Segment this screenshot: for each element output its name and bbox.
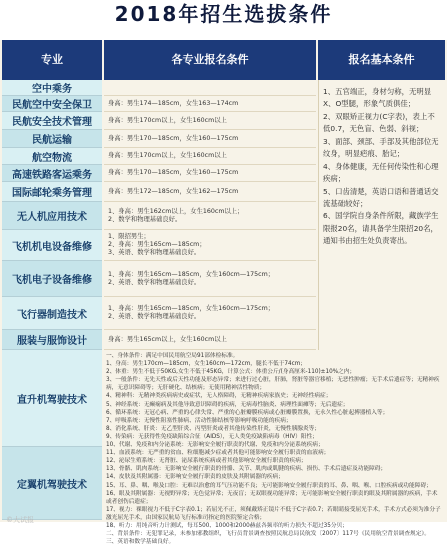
basic-condition-item: 5、口齿清楚，英语口语和普通话交流基础较好； bbox=[323, 186, 439, 208]
table-row bbox=[2, 130, 316, 148]
major-name: 飞机电子设备维修 bbox=[2, 261, 102, 297]
major-conditions bbox=[104, 297, 316, 330]
table-row bbox=[2, 182, 316, 202]
condition-line: 1、身高：男生162cm以上，女生160cm以上； bbox=[108, 207, 244, 215]
flight-condition-item: 13、骨骼、肌肉系统：无影响安全履行职责的骨骼、关节、肌肉或肌腱的疾病、损伤、手术后遗症及功能障碍； bbox=[106, 466, 387, 473]
flight-condition-item: 3、一般条件：无先天性或后天性功能及形态异常；来进行过心脏，肝肺，肾脏等器官移植；无恶性肿瘤；无手术后遗症等；无精神疾病，无意识障碍等；无肝硬化、结核病；无使用精神活性物质； bbox=[106, 377, 440, 392]
condition-line: 2、身高：男生165cm—185cm； bbox=[108, 241, 206, 249]
major-conditions bbox=[104, 330, 316, 350]
major-name: 民航安全技术管理 bbox=[2, 112, 102, 130]
table-row bbox=[2, 447, 102, 520]
conditions-table bbox=[0, 40, 447, 546]
condition-line: 身高：男生174—185cm，女生163—174cm bbox=[108, 99, 239, 107]
major-conditions bbox=[104, 148, 316, 165]
condition-line: 2、英语、数学和物理基础良好。 bbox=[108, 278, 201, 286]
major-name: 国际邮轮乘务管理 bbox=[2, 182, 102, 202]
table-row bbox=[2, 261, 316, 297]
header-conditions: 各专业报名条件 bbox=[104, 40, 316, 80]
major-name: 空中乘务 bbox=[2, 80, 102, 96]
flight-condition-item: 10、代谢、免疫和内分泌系统：无影响安全履行职责的代谢、免疫和内分泌系统疾病； bbox=[106, 442, 324, 449]
condition-line: 1、身高：男生165cm—185cm，女生160cm—175cm； bbox=[108, 305, 275, 313]
flight-condition-item: 17、视力：裸眼视力不低于C字表0.1；若屈光不正，须佩戴矫正镜片不低于C字表0.7；若眼睛接受屈光手术，手术方式必须为准分子激光屈光手术，由国家民航局飞行标准司指定的医院鉴定合格； bbox=[106, 506, 441, 521]
major-conditions bbox=[104, 130, 316, 148]
condition-line: 身高：男生170cm以上，女生160cm以上 bbox=[108, 116, 227, 124]
table-row bbox=[2, 112, 316, 130]
major-name: 民航运输 bbox=[2, 130, 102, 148]
major-conditions bbox=[104, 112, 316, 130]
condition-line: 身高：男生170—185cm，女生160—175cm bbox=[108, 169, 239, 177]
table-row bbox=[2, 202, 316, 230]
condition-line: 3、英语、数学和物理基础良好。 bbox=[108, 248, 201, 256]
condition-line: 1、身高：男生165cm—185cm，女生160cm—175cm； bbox=[108, 270, 275, 278]
table-row bbox=[2, 165, 316, 182]
flight-condition-item: 4、精神科：无精神类疾病病史或症状，无人格障碍，无精神疾病家族史；无神经性病症； bbox=[106, 393, 332, 400]
table-row bbox=[2, 330, 316, 350]
table-row bbox=[2, 230, 316, 261]
major-name: 服装与服饰设计 bbox=[2, 330, 102, 350]
condition-line: 身高：男生165cm以上，女生160cm以上 bbox=[108, 335, 227, 343]
flight-condition-item: 11、血液系统：无严重的贫血、粒细胞减少症或者其他可能影响安全履行职责的血液病； bbox=[106, 450, 330, 457]
page-title: 2018年招生选拔条件 bbox=[114, 2, 333, 26]
flight-condition-item: 9、传染病：无获得性免疫缺陷综合征（AIDS），无人类免疫缺陷病毒（HIV）阳性； bbox=[106, 433, 318, 440]
condition-line: 身高：男生172—185cm，女生162—175cm bbox=[108, 187, 239, 195]
table-row bbox=[2, 80, 316, 96]
major-name: 航空物流 bbox=[2, 148, 102, 165]
flight-conditions bbox=[102, 350, 445, 546]
flight-condition-item: 一、身体条件：满足中国民用航空局91部体检标准。 bbox=[106, 353, 239, 359]
flight-condition-item: 2、体重：男生不低于50KG,女生不低于45KG，计算公式：体重公斤/(身高厘米-110)±10%之内； bbox=[106, 369, 356, 376]
major-name: 定翼机驾驶技术 bbox=[2, 447, 102, 520]
header-basic: 报名基本条件 bbox=[318, 40, 445, 80]
condition-line: 1、限招男生； bbox=[108, 233, 150, 241]
condition-line: 身高：男生170—185cm，女生160—175cm bbox=[108, 134, 239, 142]
table-row bbox=[2, 297, 316, 330]
major-conditions bbox=[104, 80, 316, 96]
header-major: 专业 bbox=[2, 40, 102, 80]
major-name: 民航空中安全保卫 bbox=[2, 96, 102, 112]
basic-condition-item: 3、面部、颈部、手部及其他部位无纹身，明显疤痕、胎记； bbox=[323, 136, 439, 159]
basic-condition-item: 1、五官端正，身材匀称，无明显X、O型腿，形象气质俱佳； bbox=[323, 87, 432, 109]
major-name: 高速铁路客运乘务 bbox=[2, 165, 102, 182]
condition-line: 2、数学和物理基础良好。 bbox=[108, 215, 182, 223]
table-row bbox=[2, 350, 102, 447]
major-conditions bbox=[104, 261, 316, 297]
flight-condition-item: 16、眼及其附属器：无视野异常；无色觉异常；无夜盲；无双眼视功能异常；无可能影响安全履行职责的眼及其附属器的疾病，手术或者创伤后遗症； bbox=[106, 490, 438, 505]
basic-condition-item: 2、双眼矫正视力(C字表)，表上不低0.7，无色盲、色弱、斜视； bbox=[323, 111, 435, 134]
basic-conditions bbox=[318, 80, 445, 350]
flight-condition-item: 三、英语和数学基础良好。 bbox=[106, 539, 175, 546]
major-conditions bbox=[104, 165, 316, 182]
basic-condition-item: 4、身体健康，无任何传染性和心理疾病； bbox=[323, 161, 439, 184]
watermark: ©大试报 bbox=[6, 516, 34, 524]
condition-line: 身高：男生170cm以上，女生160cm以上 bbox=[108, 152, 227, 160]
major-conditions bbox=[104, 182, 316, 202]
flight-condition-item: 二、背景条件：无犯罪记录，未参加邪教组织，飞行员背景调查按照民航总局民航发〔2007〕117号《民用航空背景调查规定》。 bbox=[106, 531, 430, 538]
flight-condition-item: 14、皮肤及其附属器：无影响安全履行职责的皮肤及其附属器的疾病； bbox=[106, 474, 284, 481]
major-conditions bbox=[104, 230, 316, 261]
table-row bbox=[2, 96, 316, 112]
flight-condition-item: 1、身高：男生170cm—185cm，女生160cm—172cm，腿长不低于74cm； bbox=[106, 361, 306, 368]
flight-condition-item: 18、听力：用纯音听力计测试，每耳500、1000和2000赫兹各频率的听力损失不超过35分贝； bbox=[106, 522, 348, 529]
condition-line: 2、英语、数学和物理基础良好。 bbox=[108, 313, 201, 320]
flight-condition-item: 12、泌尿生殖系统：无肾脏、泌尿系统疾病或者其他影响安全履行职责的疾病； bbox=[106, 458, 307, 465]
flight-condition-item: 15、耳、鼻、咽、喉及口腔：无难以治愈的耳气压功能不良；无可能影响安全履行职责的耳、鼻、咽、喉、口腔疾病或功能障碍； bbox=[106, 482, 432, 489]
table-row bbox=[2, 148, 316, 165]
flight-condition-item: 5、神经系统：无癫痫病及其他导致意识障碍的疾病，无病毒性脑炎、病理性面瘫等；无后遗症； bbox=[106, 401, 349, 408]
major-conditions bbox=[104, 202, 316, 230]
major-conditions bbox=[104, 96, 316, 112]
major-name: 直升机驾驶技术 bbox=[2, 350, 102, 447]
flight-condition-item: 7、呼吸系统：无慢性阻塞性肺病、活动性肺结核等影响呼吸功能的疾病； bbox=[106, 417, 292, 424]
major-name: 飞行器制造技术 bbox=[2, 297, 102, 330]
flight-condition-item: 6、循环系统：无冠心病、严重的心律失常、严重的心脏瓣膜疾病或心脏瓣膜置换，无永久性心脏起搏器植入等； bbox=[106, 409, 389, 416]
major-name: 无人机应用技术 bbox=[2, 202, 102, 230]
basic-condition-item: 6、国学院自身条件所限，藏族学生限报20名，请具备学生限招20名，通知书由招生处负责寄出。 bbox=[323, 211, 439, 246]
flight-condition-item: 8、消化系统、肝炎：无乙型肝炎、丙型肝炎或者其他传染性肝炎，无慢性胰腺炎等； bbox=[106, 425, 321, 432]
major-name: 飞机机电设备维修 bbox=[2, 230, 102, 261]
